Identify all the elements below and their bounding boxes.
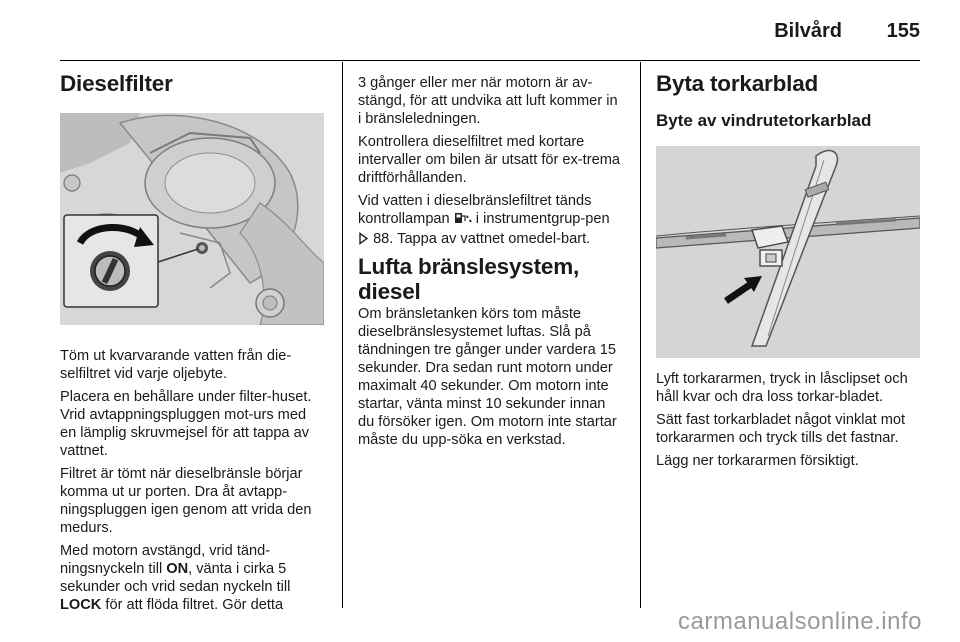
paragraph-ignition-key [60, 542, 326, 614]
text-segment: . Tappa av vattnet omedel-bart. [389, 231, 591, 247]
page-header [0, 0, 960, 62]
paragraph-warning-light [358, 192, 624, 250]
header-section-title: Bilvård [774, 20, 842, 42]
paragraph-place-container: Placera en behållare under filter-huset. Vrid avtappningspluggen mot-urs med en lämplig skruvmejsel för att tappa av vattnet. [60, 388, 312, 459]
diesel-filter-illustration [60, 113, 324, 325]
text-segment: Vid vatten i dieselbränslefiltret tänds kontrollampan [358, 193, 592, 227]
section-title-wiper-blades: Byta torkarblad [656, 71, 819, 96]
section-title-dieselfilter: Dieselfilter [60, 71, 173, 96]
paragraph-drain-water: Töm ut kvarvarande vatten från die-selfiltret vid varje oljebyte. [60, 347, 292, 382]
wiper-blade-illustration [656, 146, 920, 358]
paragraph-bleed-instructions: Om bränsletanken körs tom måste dieselbränslesystemet luftas. Slå på tändningen tre gånger under vardera 15 sekunder. Dra sedan runt motorn under maximalt 40 sekunder. Om motorn inte startar, vänta minst 10 sekunder innan du försöker igen. Om motorn inte startar måste du upp-söka en verkstad. [358, 305, 617, 448]
site-watermark[interactable]: carmanualsonline.info [678, 608, 922, 635]
page-number: 155 [886, 20, 920, 42]
column-divider-2 [640, 62, 641, 608]
paragraph-check-filter: Kontrollera dieselfiltret med kortare intervaller om bilen är utsatt för ex-trema driftförhållanden. [358, 134, 620, 186]
column-fuel-system [358, 74, 624, 454]
page-reference[interactable]: 88 [373, 231, 390, 247]
column-wiper-blades [656, 72, 922, 475]
text-segment: i instrumentgrup-pen [471, 211, 610, 227]
text-segment: för att flöda filtret. Gör detta [101, 596, 284, 613]
water-in-fuel-icon [454, 211, 472, 230]
term-lock: LOCK [60, 596, 102, 613]
paragraph-lower-arm: Lägg ner torkararmen försiktigt. [656, 453, 859, 470]
subtitle-windscreen-wiper: Byte av vindrutetorkarblad [656, 110, 872, 130]
paragraph-attach-blade: Sätt fast torkarbladet något vinklat mot torkararmen och tryck tills det fastnar. [656, 412, 906, 447]
column-divider-1 [342, 62, 343, 608]
reference-arrow-icon [358, 232, 369, 250]
paragraph-repeat-times: 3 gånger eller mer när motorn är av-stängd, för att undvika att luft kommer in i bränsleledningen. [358, 75, 618, 127]
diesel-filter-image [60, 113, 324, 325]
paragraph-lift-arm: Lyft torkararmen, tryck in låsclipset och håll kvar och dra loss torkar-bladet. [656, 371, 908, 406]
column-dieselfilter [60, 72, 326, 619]
term-on: ON [166, 560, 189, 577]
text-segment: , vänta i cirka 5 sekunder och vrid sedan nyckeln till [60, 560, 291, 595]
text-segment: Med motorn avstängd, vrid tänd-ningsnyckeln till [60, 542, 271, 577]
wiper-blade-image [656, 146, 920, 358]
section-title-bleed-fuel: Lufta bränslesystem, diesel [358, 254, 580, 304]
paragraph-filter-emptied: Filtret är tömt när dieselbränsle börjar komma ut ur porten. Dra åt avtapp-ningspluggen igen genom att vrida den medurs. [60, 465, 312, 536]
header-divider [60, 60, 920, 61]
